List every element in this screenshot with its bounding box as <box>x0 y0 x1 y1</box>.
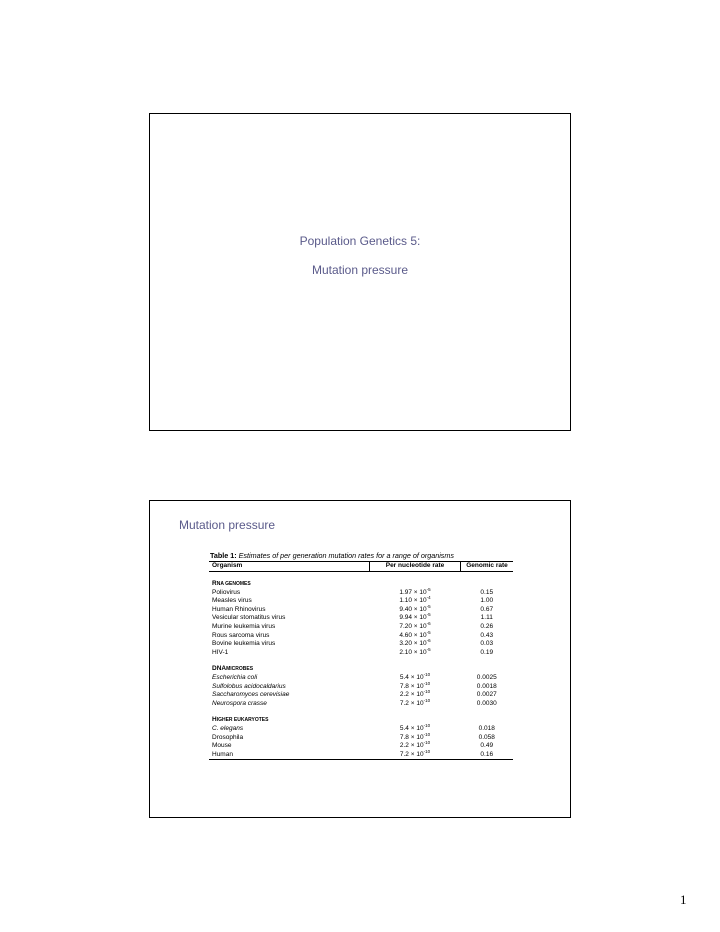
table-row <box>209 597 513 606</box>
rate-exponent: -5 <box>426 603 431 609</box>
group-heading <box>209 716 513 725</box>
group-heading-row <box>209 580 513 589</box>
table-row <box>209 691 513 700</box>
genomic-rate-cell: 0.15 <box>480 588 494 596</box>
rate-mantissa: 5.4 × 10 <box>399 673 424 681</box>
rate-exponent: -10 <box>423 671 431 677</box>
table-caption-text: Estimates of per generation mutation rates for a range of organisms <box>238 551 454 560</box>
genomic-rate-cell: 0.43 <box>480 631 494 639</box>
rate-exponent: -10 <box>423 731 431 737</box>
rate-exponent: -10 <box>423 722 431 728</box>
per-nucleotide-rate-cell <box>370 614 461 623</box>
spacer-row <box>209 657 513 665</box>
per-nucleotide-rate-cell <box>370 691 461 700</box>
genomic-rate-cell: 0.19 <box>480 648 494 656</box>
organism-cell: Mouse <box>212 742 232 750</box>
header-genomic-rate: Genomic rate <box>461 562 514 572</box>
genomic-rate-cell: 0.058 <box>478 733 495 741</box>
per-nucleotide-rate-cell <box>370 748 461 760</box>
organism-cell: Saccharomyces cerevisiae <box>212 691 290 699</box>
group-heading <box>209 580 513 589</box>
group-heading-row <box>209 716 513 725</box>
organism-cell: Human <box>209 751 370 760</box>
genomic-rate-cell: 0.67 <box>480 605 494 613</box>
rate-exponent: -10 <box>423 697 431 703</box>
rate-mantissa: 1.97 × 10 <box>399 588 427 596</box>
organism-cell: C. elegans <box>212 724 244 732</box>
rate-exponent: -5 <box>426 612 431 618</box>
rate-exponent: -4 <box>426 595 431 601</box>
rate-mantissa: 7.8 × 10 <box>399 733 424 741</box>
organism-cell: HIV-1 <box>212 648 229 656</box>
genomic-rate-cell: 0.16 <box>461 751 514 760</box>
rate-mantissa: 5.4 × 10 <box>399 724 424 732</box>
table-row <box>209 751 513 760</box>
table-row <box>209 700 513 709</box>
slide-1 <box>149 113 571 431</box>
rate-mantissa: 2.2 × 10 <box>399 691 424 699</box>
genomic-rate-cell: 0.26 <box>480 622 494 630</box>
organism-cell: Sulfolobus acidocaldarius <box>212 682 286 690</box>
rate-mantissa: 7.2 × 10 <box>399 699 424 707</box>
per-nucleotide-rate-cell <box>370 646 461 658</box>
organism-cell: Drosophila <box>212 733 244 741</box>
rate-exponent: -10 <box>423 748 431 754</box>
organism-cell: Poliovirus <box>212 588 241 596</box>
group-heading-initial: H <box>212 716 217 724</box>
organism-cell: Neurospora crasse <box>212 699 267 707</box>
rate-exponent: -10 <box>423 689 431 695</box>
rate-mantissa: 3.20 × 10 <box>399 640 427 648</box>
genomic-rate-cell: 0.018 <box>478 724 495 732</box>
table-caption <box>210 551 454 560</box>
table-body <box>209 572 513 760</box>
genomic-rate-cell: 0.0027 <box>476 691 497 699</box>
rate-exponent: -6 <box>426 638 431 644</box>
spacer-row <box>209 708 513 716</box>
rate-mantissa: 9.40 × 10 <box>399 605 427 613</box>
per-nucleotide-rate-cell <box>370 671 461 683</box>
genomic-rate-cell: 0.0018 <box>476 682 497 690</box>
group-heading-rest: IGHER EUKARYOTES <box>216 717 269 724</box>
organism-cell: Bovine leukemia virus <box>212 640 276 648</box>
group-heading <box>209 665 513 674</box>
per-nucleotide-rate-cell <box>370 697 461 709</box>
genomic-rate-cell: 0.0025 <box>476 673 497 681</box>
table-row <box>209 614 513 623</box>
header-per-nucleotide-rate: Per nucleotide rate <box>370 562 461 572</box>
page-number: 1 <box>680 892 687 907</box>
rate-mantissa: 4.60 × 10 <box>399 631 427 639</box>
genomic-rate-cell: 0.03 <box>480 640 494 648</box>
rate-exponent: -10 <box>423 740 431 746</box>
group-heading-initial: DNA <box>212 665 227 673</box>
rate-mantissa: 7.2 × 10 <box>399 750 424 758</box>
per-nucleotide-rate-cell <box>370 722 461 734</box>
table-caption-label: Table 1: <box>210 551 237 560</box>
organism-cell: Vesicular stomatitus virus <box>212 614 286 622</box>
table-row <box>209 649 513 658</box>
rate-exponent: -6 <box>426 620 431 626</box>
table-row <box>209 589 513 598</box>
rate-mantissa: 7.20 × 10 <box>399 622 427 630</box>
per-nucleotide-rate-cell <box>370 742 461 751</box>
rate-mantissa: 2.2 × 10 <box>399 742 424 750</box>
per-nucleotide-rate-cell <box>370 597 461 606</box>
per-nucleotide-rate-cell <box>370 620 461 632</box>
genomic-rate-cell: 0.49 <box>480 742 494 750</box>
genomic-rate-cell: 0.0030 <box>476 699 497 707</box>
rate-mantissa: 2.10 × 10 <box>399 648 427 656</box>
table-row <box>209 606 513 615</box>
organism-cell: Escherichia coli <box>212 673 258 681</box>
rate-exponent: -5 <box>426 646 431 652</box>
table-row <box>209 674 513 683</box>
table-header-row <box>209 562 513 572</box>
organism-cell: Murine leukemia virus <box>212 622 276 630</box>
group-heading-initial: R <box>212 580 217 587</box>
genomic-rate-cell: 1.00 <box>480 597 494 605</box>
slide-2-title: Mutation pressure <box>179 518 276 532</box>
mutation-rate-table <box>209 561 513 760</box>
spacer-row <box>209 572 513 581</box>
slide-1-title: Population Genetics 5: <box>299 234 421 248</box>
organism-cell: Measles virus <box>212 597 252 605</box>
group-heading-rest: NA GENOMES <box>216 581 251 587</box>
table-row <box>209 623 513 632</box>
table-row <box>209 725 513 734</box>
table-row <box>209 640 513 649</box>
slide-1-subtitle: Mutation pressure <box>311 263 409 277</box>
genomic-rate-cell: 1.11 <box>480 614 493 622</box>
rate-mantissa: 9.94 × 10 <box>399 614 427 622</box>
group-heading-rest: MICROBES <box>226 666 254 673</box>
table-row <box>209 742 513 751</box>
organism-cell: Rous sarcoma virus <box>212 631 270 639</box>
rate-mantissa: 7.8 × 10 <box>399 682 424 690</box>
table-row <box>209 734 513 743</box>
organism-cell: Human Rhinovirus <box>212 605 266 613</box>
rate-exponent: -5 <box>426 629 431 635</box>
per-nucleotide-rate-cell <box>370 640 461 649</box>
table-row <box>209 683 513 692</box>
header-organism: Organism <box>209 562 370 572</box>
rate-exponent: -5 <box>426 586 431 592</box>
table-row <box>209 632 513 641</box>
slide-2 <box>149 500 571 818</box>
rate-mantissa: 1.10 × 10 <box>399 597 427 605</box>
rate-exponent: -10 <box>423 680 431 686</box>
group-heading-row <box>209 665 513 674</box>
